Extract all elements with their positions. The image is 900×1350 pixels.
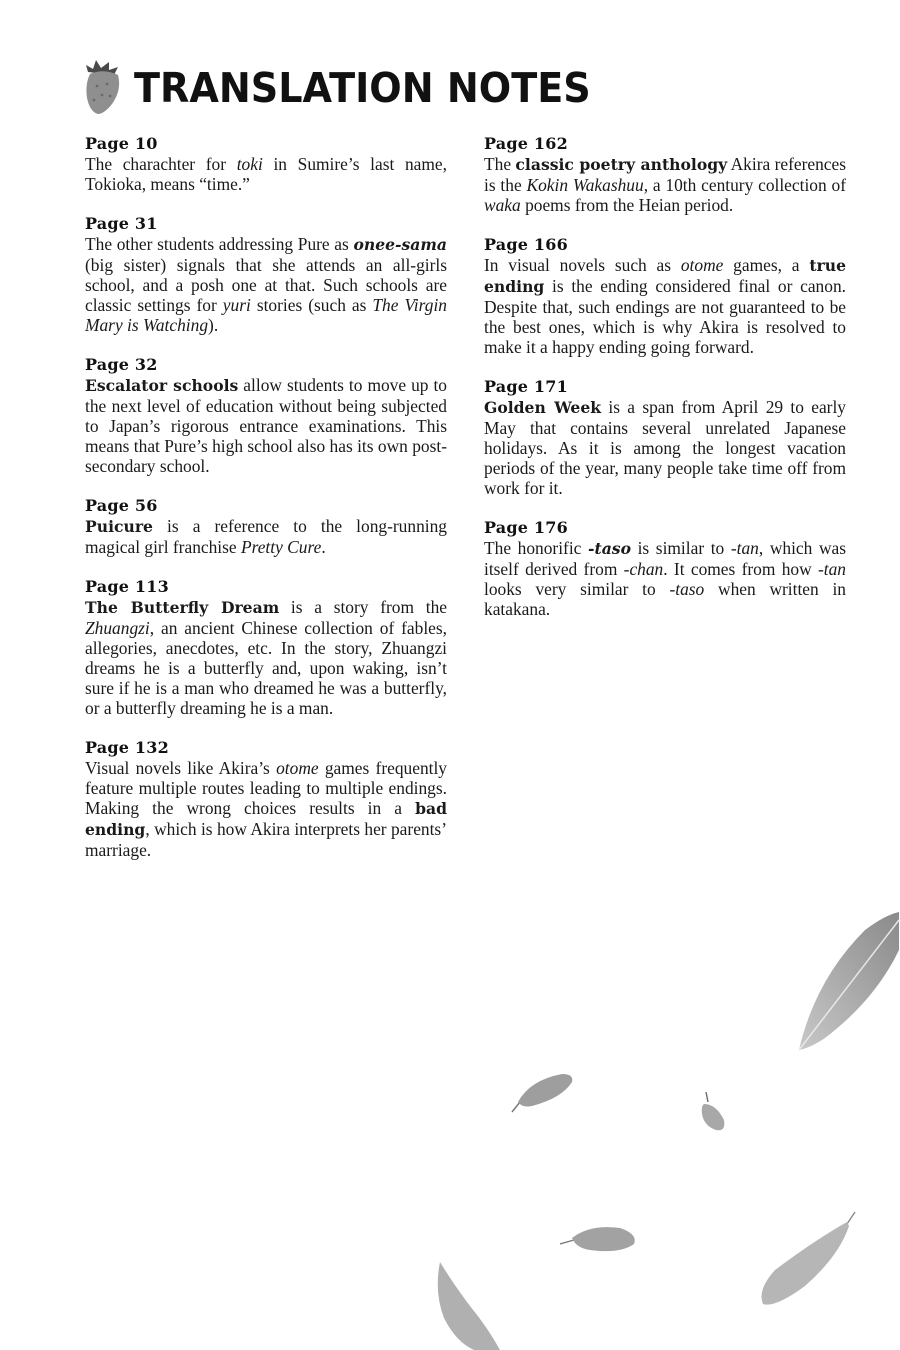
note-page-label: Page 132: [85, 738, 169, 757]
page-title: TRANSLATION NOTES: [134, 64, 591, 112]
translation-note: [85, 738, 447, 860]
note-text: [85, 597, 447, 718]
note-term: The Butterfly Dream: [85, 598, 280, 617]
feather-icon: [795, 910, 900, 1055]
note-text-segment: , which is how Akira interprets her parents’ marriage.: [85, 819, 447, 860]
note-italic-text: -taso: [669, 579, 705, 599]
note-text-segment: .: [321, 537, 326, 557]
note-term: onee-sama: [353, 235, 447, 254]
note-text-segment: is similar to: [630, 538, 731, 558]
note-text-segment: looks very similar to: [484, 579, 670, 599]
note-text: [484, 397, 846, 498]
translation-note: [484, 235, 846, 357]
page-header: [82, 58, 591, 118]
note-page-label: Page 166: [484, 235, 568, 254]
note-italic-text: Kokin Wakashuu: [526, 175, 644, 195]
feather-icon: [510, 1072, 576, 1114]
notes-column-right: [484, 134, 846, 639]
note-page-label: Page 31: [85, 214, 158, 233]
note-text-segment: The other students addressing Pure as: [85, 234, 354, 254]
note-text-segment: is a story from the: [279, 597, 447, 617]
note-text-segment: allow students to move up to the next level of education without being subjected to Japan’s rigorous entrance examinations. This means that Pure’s high school also has its own post-secondary school.: [85, 375, 448, 476]
note-page-label: Page 176: [484, 518, 568, 537]
feather-icon: [560, 1222, 638, 1256]
note-text-segment: The charachter for: [85, 154, 237, 174]
note-text: [85, 154, 447, 194]
translation-note: [85, 355, 447, 476]
feather-icon: [755, 1210, 860, 1310]
note-italic-text: otome: [680, 255, 724, 275]
note-text-segment: games frequently feature multiple routes leading to multiple endings. Making the wrong choices results in a: [85, 758, 448, 818]
note-text-segment: poems from the Heian period.: [520, 195, 734, 215]
translation-note: [85, 577, 447, 718]
note-text: [85, 516, 447, 557]
note-text-segment: , an ancient Chinese collection of fables, allegories, anecdotes, etc. In the story, Zhuangzi dreams he is a butterfly and, upon waking, isn’t sure if he is a man who dreamed he was a butterfly, or a butterfly dreaming he is a man.: [85, 618, 447, 718]
note-page-label: Page 171: [484, 377, 568, 396]
note-italic-text: yuri: [222, 295, 251, 315]
note-italic-text: -chan: [623, 559, 664, 579]
note-italic-text: waka: [484, 195, 521, 215]
translation-note: [484, 134, 846, 215]
translation-note: [85, 496, 447, 557]
note-text: [484, 154, 846, 215]
note-term: -taso: [588, 539, 631, 558]
note-text-segment: (big sister) signals that she attends an all-girls school, and a posh one at that. Such schools are classic settings for: [85, 255, 447, 315]
note-term: true ending: [484, 256, 846, 296]
note-text: [484, 538, 846, 619]
note-text-segment: is the ending considered final or canon. Despite that, such endings are not guaranteed to be the best ones, which is why Akira is resolved to make it a happy ending going forward.: [484, 276, 846, 357]
note-term: Golden Week: [484, 398, 602, 417]
note-page-label: Page 32: [85, 355, 158, 374]
note-italic-text: -tan: [817, 559, 846, 579]
note-text: [484, 255, 846, 357]
note-text-segment: Visual novels like Akira’s: [85, 758, 277, 778]
note-text-segment: when written in katakana.: [484, 579, 847, 619]
note-italic-text: Zhuangzi: [85, 618, 150, 638]
note-italic-text: The Virgin Mary is Watching: [85, 295, 447, 335]
feather-icon: [696, 1090, 730, 1134]
note-term: Puicure: [85, 517, 153, 536]
note-page-label: Page 113: [85, 577, 169, 596]
note-italic-text: otome: [276, 758, 319, 778]
translation-note: [85, 134, 447, 194]
strawberry-icon: [82, 58, 126, 116]
note-text-segment: The: [484, 154, 516, 174]
note-text-segment: Akira references is the: [484, 154, 847, 195]
note-text-segment: , which was itself derived from: [484, 538, 846, 579]
note-text-segment: is a span from April 29 to early May that contains several unrelated Japanese holidays. As it is among the longest vacation periods of the year, many people take time off from work for it.: [484, 397, 846, 498]
note-text: [85, 758, 447, 860]
note-text-segment: stories (such as: [250, 295, 373, 315]
note-text: [85, 234, 447, 335]
note-text-segment: . It comes from how: [663, 559, 818, 579]
translation-note: [484, 377, 846, 498]
note-text-segment: In visual novels such as: [484, 255, 681, 275]
note-italic-text: toki: [236, 154, 263, 174]
feather-icon: [430, 1262, 500, 1350]
note-italic-text: Pretty Cure: [240, 537, 322, 557]
note-text-segment: is a reference to the long-running magical girl franchise: [85, 516, 447, 557]
note-term: bad ending: [85, 799, 447, 839]
note-term: Escalator schools: [85, 376, 239, 395]
translation-note: [85, 214, 447, 335]
note-text-segment: games, a: [723, 255, 810, 275]
note-page-label: Page 10: [85, 134, 158, 153]
note-term: classic poetry anthology: [515, 155, 728, 174]
note-page-label: Page 162: [484, 134, 568, 153]
note-text-segment: in Sumire’s last name, Tokioka, means “time.”: [85, 154, 447, 194]
note-text-segment: ).: [208, 315, 219, 335]
note-page-label: Page 56: [85, 496, 158, 515]
notes-column-left: [85, 134, 447, 880]
note-text: [85, 375, 447, 476]
translation-note: [484, 518, 846, 619]
note-text-segment: The honorific: [484, 538, 589, 558]
note-italic-text: -tan: [730, 538, 759, 558]
note-text-segment: , a 10th century collection of: [643, 175, 846, 195]
